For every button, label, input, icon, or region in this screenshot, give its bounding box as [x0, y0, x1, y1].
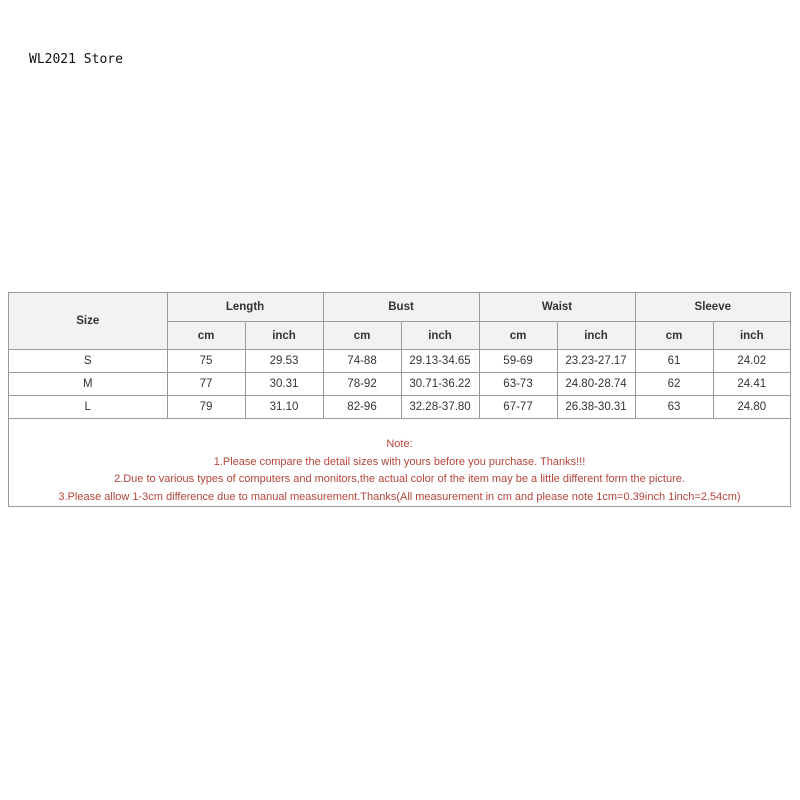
note-line: 3.Please allow 1-3cm difference due to manual measurement.Thanks(All measurement in cm and please note 1cm=0.39inch 1inch=2.54cm) [58, 490, 741, 503]
notes-section [9, 436, 790, 506]
table-row [9, 350, 790, 373]
table-row [9, 396, 790, 419]
table-cell: 29.53 [245, 350, 323, 373]
table-cell: 62 [635, 373, 713, 396]
size-cell: M [9, 373, 167, 396]
unit-header: cm [479, 322, 557, 350]
table-cell: 63-73 [479, 373, 557, 396]
table-cell: 26.38-30.31 [557, 396, 635, 419]
unit-header: inch [557, 322, 635, 350]
unit-header: cm [635, 322, 713, 350]
table-cell: 30.71-36.22 [401, 373, 479, 396]
table-cell: 61 [635, 350, 713, 373]
table-cell: 31.10 [245, 396, 323, 419]
waist-header: Waist [479, 293, 635, 322]
note-line: 2.Due to various types of computers and monitors,the actual color of the item may be a little different form the picture. [114, 473, 685, 485]
table-cell: 23.23-27.17 [557, 350, 635, 373]
length-header: Length [167, 293, 323, 322]
table-row [9, 373, 790, 396]
size-chart [8, 292, 791, 507]
table-cell: 77 [167, 373, 245, 396]
table-cell: 75 [167, 350, 245, 373]
bust-header: Bust [323, 293, 479, 322]
table-cell: 24.80-28.74 [557, 373, 635, 396]
table-cell: 32.28-37.80 [401, 396, 479, 419]
size-cell: L [9, 396, 167, 419]
table-cell: 82-96 [323, 396, 401, 419]
table-header-row [9, 293, 790, 322]
table-cell: 67-77 [479, 396, 557, 419]
sleeve-header: Sleeve [635, 293, 790, 322]
size-table [9, 293, 790, 419]
note-title: Note: [386, 438, 413, 450]
size-cell: S [9, 350, 167, 373]
unit-header: cm [167, 322, 245, 350]
table-cell: 24.02 [713, 350, 790, 373]
table-cell: 74-88 [323, 350, 401, 373]
store-name: WL2021 Store [29, 52, 123, 67]
unit-header: inch [245, 322, 323, 350]
table-cell: 79 [167, 396, 245, 419]
table-cell: 78-92 [323, 373, 401, 396]
note-line: 1.Please compare the detail sizes with yours before you purchase. Thanks!!! [213, 455, 586, 468]
size-column-header: Size [9, 293, 167, 350]
unit-header: inch [401, 322, 479, 350]
table-cell: 29.13-34.65 [401, 350, 479, 373]
unit-header: inch [713, 322, 790, 350]
table-cell: 24.80 [713, 396, 790, 419]
unit-header: cm [323, 322, 401, 350]
table-cell: 24.41 [713, 373, 790, 396]
table-cell: 30.31 [245, 373, 323, 396]
table-cell: 63 [635, 396, 713, 419]
table-cell: 59-69 [479, 350, 557, 373]
